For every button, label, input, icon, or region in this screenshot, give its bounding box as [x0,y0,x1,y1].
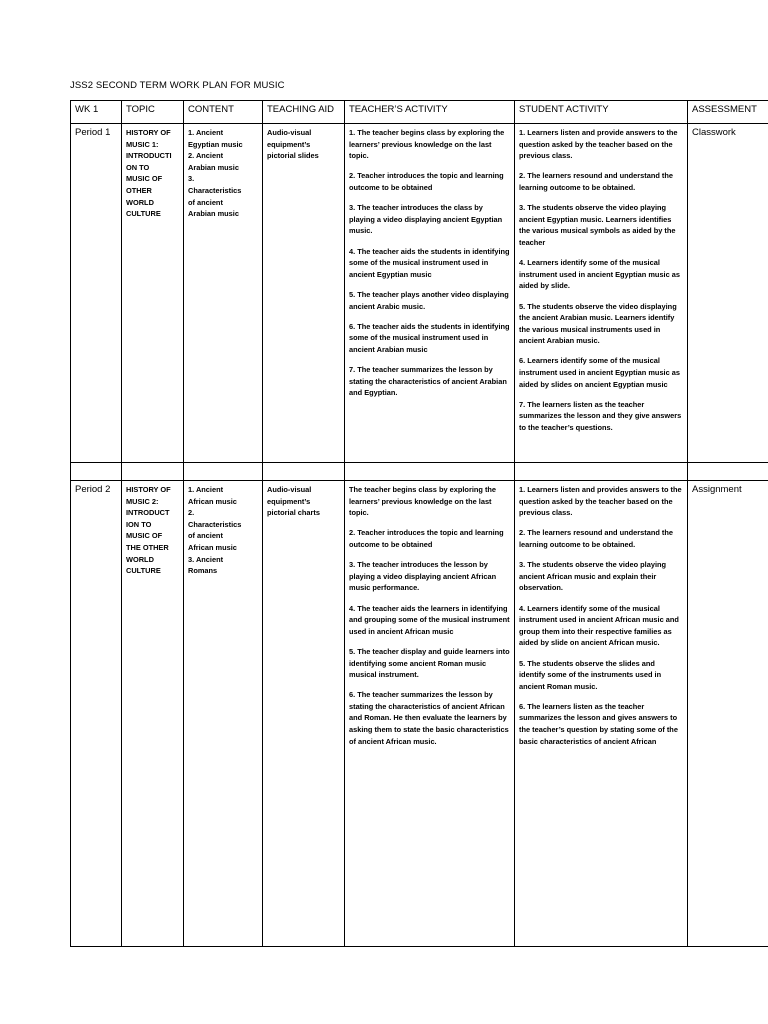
content-line: of ancient [188,197,223,207]
student-step: 3. The students observe the video playing ancient African music and explain their observation. [519,560,667,593]
content-cell [184,481,263,947]
teacher-step: 2. Teacher introduces the topic and learning outcome to be obtained [349,528,504,549]
content-line: Egyptian music [188,139,243,149]
teacher-step: 6. The teacher aids the students in identifying some of the musical instrument used in ancient Arabian music [349,321,510,354]
topic-line: WORLD [126,554,154,564]
topic-line: INTRODUCTI [126,151,172,161]
content-line: 2. Ancient [188,151,224,161]
content-line: African music [188,542,237,552]
empty-cell [184,463,263,481]
student-step: 2. The learners resound and understand the learning outcome to be obtained. [519,528,674,549]
topic-cell [122,124,184,463]
teacher-step: 5. The teacher plays another video displaying ancient Arabic music. [349,289,509,311]
topic-line: MUSIC 1: [126,139,159,149]
header-content: CONTENT [184,101,263,124]
empty-cell [688,463,768,481]
content-line: African music [188,496,237,506]
teacher-activity-cell [345,124,515,463]
content-line: 1. Ancient [188,128,224,137]
table-row-spacer [71,463,768,481]
student-step: 7. The learners listen as the teacher summarizes the lesson and they give answers to the teacher’s questions. [519,399,682,433]
empty-cell [345,463,515,481]
student-step: 3. The students observe the video playing ancient Egyptian music. Learners identifies the various musical symbols as aided by the teacher [519,203,676,247]
content-line: 3. Ancient [188,554,224,564]
student-step: 1. Learners listen and provides answers to the question asked by the teacher based on the previous class. [519,485,682,518]
topic-line: CULTURE [126,209,161,219]
content-line: Characteristics [188,185,242,195]
student-step: 5. The students observe the video displaying the ancient Arabian music. Learners identify the various musical instruments used in ancient Arabian music. [519,301,677,346]
aid-line: pictorial charts [267,508,320,518]
content-line: of ancient [188,531,223,541]
topic-line: WORLD [126,197,154,207]
topic-line: ION TO [126,519,152,529]
empty-cell [71,463,122,481]
student-step: 2. The learners resound and understand the learning outcome to be obtained. [519,171,674,192]
student-step: 1. Learners listen and provide answers to the question asked by the teacher based on the previous class. [519,128,678,161]
topic-line: ON TO [126,162,150,172]
aid-line: equipment’s [267,496,311,506]
aid-line: pictorial slides [267,151,319,161]
teacher-step: 7. The teacher summarizes the lesson by stating the characteristics of ancient Arabian and Egyptian. [349,365,507,398]
teacher-step: 3. The teacher introduces the lesson by playing a video displaying ancient African music performance. [349,560,497,593]
topic-line: INTRODUCT [126,508,170,518]
content-line: Arabian music [188,209,239,219]
teacher-step: 1. The teacher begins class by exploring the learners’ previous knowledge on the last topic. [349,128,505,161]
header-assessment: ASSESSMENT [688,101,768,124]
teacher-step: 6. The teacher summarizes the lesson by stating the characteristics of ancient African and Roman. He then evaluate the learners by asking them to state the basic characteristics of ancient African music. [349,690,509,746]
header-week: WK 1 [71,101,122,124]
header-teacher-activity: TEACHER’S ACTIVITY [345,101,515,124]
teacher-step: 4. The teacher aids the students in identifying some of the musical instrument used in ancient Egyptian music [349,246,510,279]
content-line: 3. [188,174,195,184]
header-topic: TOPIC [122,101,184,124]
topic-line: CULTURE [126,566,161,576]
topic-line: THE OTHER [126,542,169,552]
assessment-cell: Classwork [688,124,768,463]
topic-line: HISTORY OF [126,128,171,137]
header-student-activity: STUDENT ACTIVITY [515,101,688,124]
topic-line: OTHER [126,185,152,195]
content-line: 2. [188,508,195,518]
period-cell: Period 2 [71,481,122,947]
content-cell [184,124,263,463]
aid-line: Audio-visual [267,485,312,494]
aid-line: Audio-visual [267,128,312,137]
empty-cell [515,463,688,481]
document-title: JSS2 SECOND TERM WORK PLAN FOR MUSIC [70,80,285,91]
teacher-step: 4. The teacher aids the learners in identifying and grouping some of the musical instrument used in ancient African music [349,603,510,636]
table-row-period-1 [71,124,768,463]
student-step: 6. The learners listen as the teacher summarizes the lesson and gives answers to the teacher’s question by stating some of the basic characteristics of ancient African [519,701,678,746]
assessment-cell: Assignment [688,481,768,947]
teaching-aid-cell [263,124,345,463]
empty-cell [263,463,345,481]
teacher-step: 5. The teacher display and guide learners into identifying some ancient Roman music musical instrument. [349,646,510,680]
table-row-period-2 [71,481,768,947]
student-activity-cell [515,481,688,947]
teacher-step: 3. The teacher introduces the class by playing a video displaying ancient Egyptian music. [349,203,503,236]
content-line: Arabian music [188,162,239,172]
work-plan-table [70,100,768,947]
header-teaching-aid: TEACHING AID [263,101,345,124]
topic-line: HISTORY OF [126,485,171,494]
topic-cell [122,481,184,947]
teacher-activity-cell [345,481,515,947]
teacher-step: The teacher begins class by exploring the learners’ previous knowledge on the last topic. [349,485,497,518]
content-line: Romans [188,566,218,576]
student-step: 4. Learners identify some of the musical instrument used in ancient African music and group them into their respective families as aided by slide on ancient African music. [519,603,679,648]
header-row [71,101,768,124]
empty-cell [122,463,184,481]
content-line: 1. Ancient [188,485,224,494]
content-line: Characteristics [188,519,242,529]
teaching-aid-cell [263,481,345,947]
student-step: 4. Learners identify some of the musical instrument used in ancient Egyptian music as aided by slide. [519,258,680,291]
topic-line: MUSIC 2: [126,496,159,506]
student-activity-cell [515,124,688,463]
period-cell: Period 1 [71,124,122,463]
topic-line: MUSIC OF [126,531,163,541]
topic-line: MUSIC OF [126,174,163,184]
teacher-step: 2. Teacher introduces the topic and learning outcome to be obtained [349,171,504,192]
aid-line: equipment’s [267,139,311,149]
student-step: 6. Learners identify some of the musical instrument used in ancient Egyptian music as aided by slides on ancient Egyptian music [519,356,680,389]
student-step: 5. The students observe the slides and identify some of the instruments used in ancient Roman music. [519,658,662,691]
